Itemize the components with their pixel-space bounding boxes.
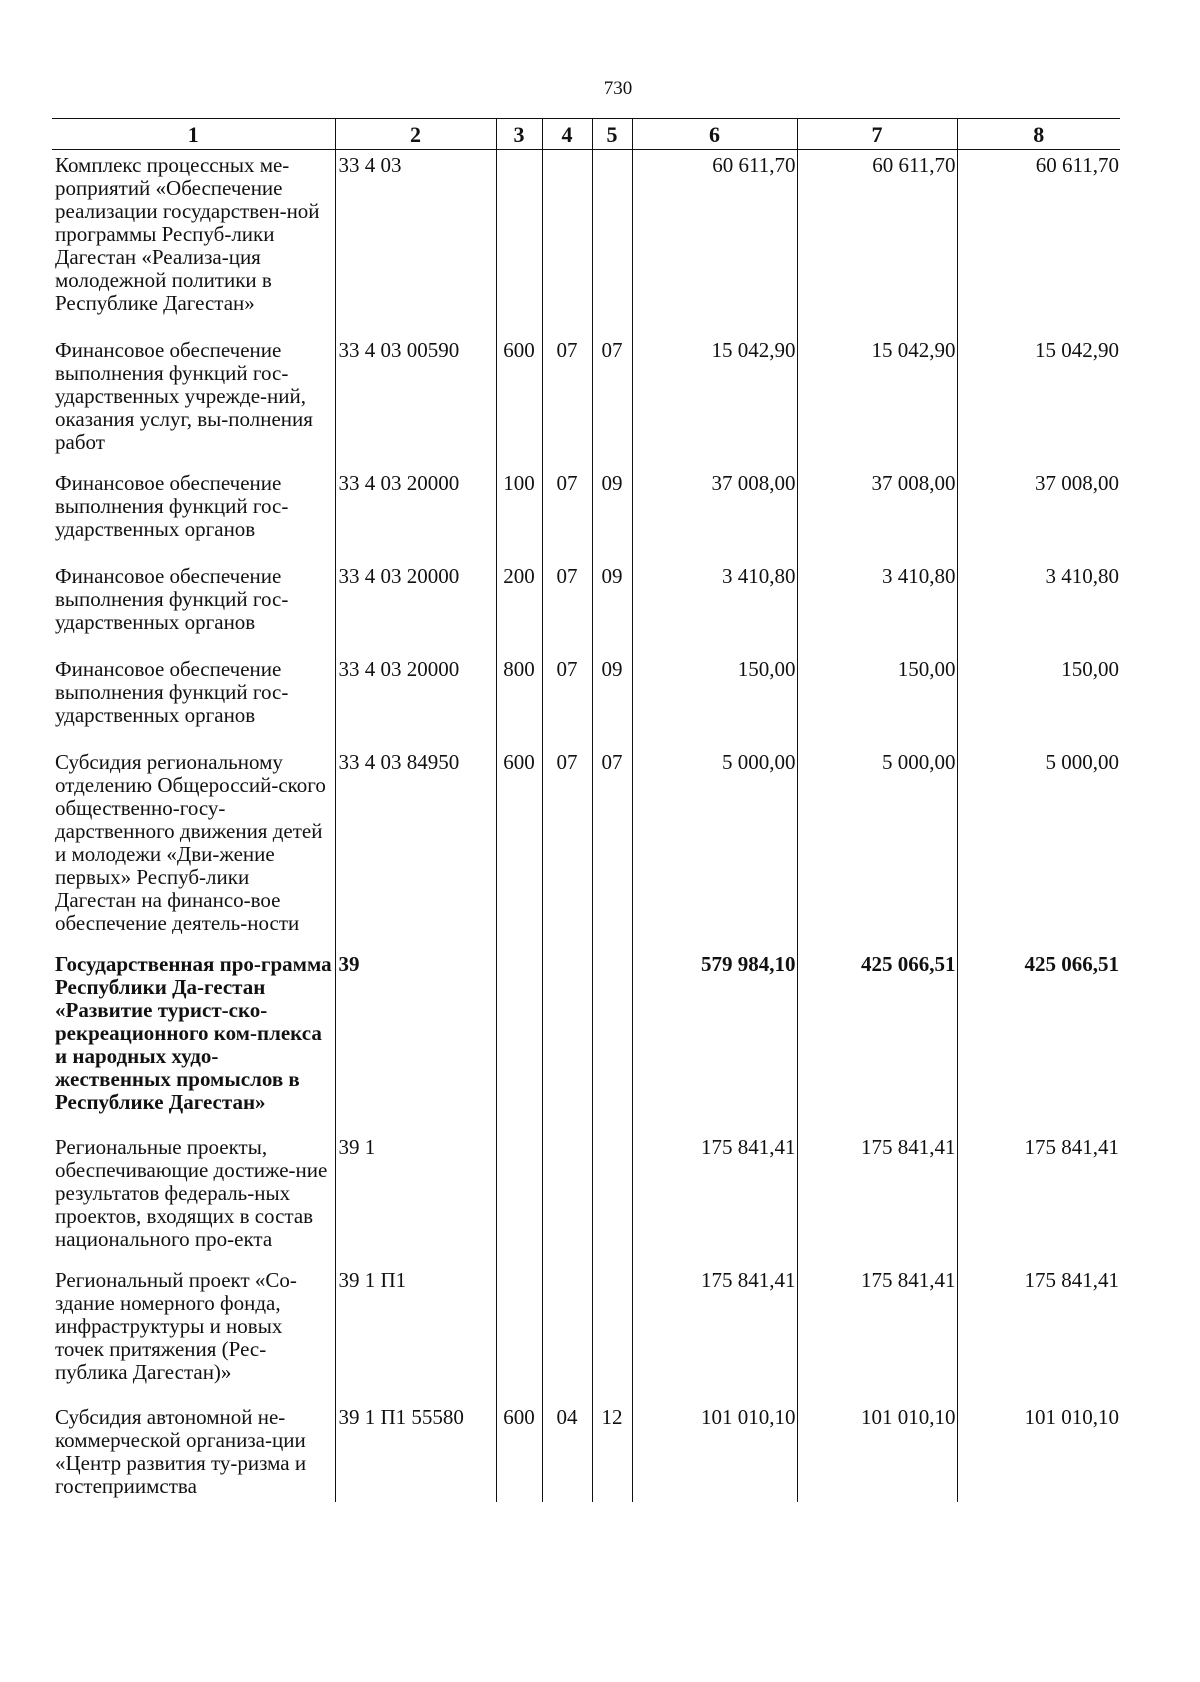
table-row xyxy=(52,658,1120,751)
row-name-cell: Региональные проекты, обеспечивающие достиже-ние результатов федераль-ных проектов, входящих в состав национального про-екта xyxy=(55,1135,328,1251)
row-value7-cell: 175 841,41 xyxy=(797,1269,957,1406)
row-name-cell: Финансовое обеспечение выполнения функций гос-ударственных органов xyxy=(55,657,289,727)
header-col-4: 4 xyxy=(542,119,592,150)
row-col4-cell: 07 xyxy=(542,472,592,565)
table-header-row xyxy=(52,119,1120,150)
row-value8-cell: 15 042,90 xyxy=(957,339,1120,472)
row-col4-cell: 07 xyxy=(542,658,592,751)
table-row xyxy=(52,472,1120,565)
row-code-cell: 39 1 xyxy=(335,1136,496,1269)
header-col-6: 6 xyxy=(632,119,797,150)
row-value8-cell: 3 410,80 xyxy=(957,565,1120,658)
row-value6-cell: 3 410,80 xyxy=(632,565,797,658)
row-code-cell: 33 4 03 20000 xyxy=(335,472,496,565)
row-col3-cell xyxy=(496,953,542,1136)
row-col5-cell: 09 xyxy=(592,658,632,751)
row-value8-cell: 101 010,10 xyxy=(957,1406,1120,1502)
row-value8-cell: 5 000,00 xyxy=(957,751,1120,953)
row-value8-cell: 175 841,41 xyxy=(957,1269,1120,1406)
row-col4-cell: 07 xyxy=(542,339,592,472)
row-col3-cell: 600 xyxy=(496,751,542,953)
row-value6-cell: 175 841,41 xyxy=(632,1136,797,1269)
row-value8-cell: 425 066,51 xyxy=(957,953,1120,1136)
header-col-5: 5 xyxy=(592,119,632,150)
table-row xyxy=(52,1406,1120,1502)
row-col5-cell: 12 xyxy=(592,1406,632,1502)
row-value8-cell: 60 611,70 xyxy=(957,150,1120,340)
row-col4-cell xyxy=(542,1136,592,1269)
budget-table-container xyxy=(52,118,1120,1502)
row-col3-cell xyxy=(496,150,542,340)
row-name-cell: Комплекс процессных ме-роприятий «Обеспечение реализации государствен-ной программы Респуб-лики Дагестан «Реализа-ция молодежной политики в Республике Дагестан» xyxy=(55,153,320,315)
table-row xyxy=(52,565,1120,658)
row-value8-cell: 175 841,41 xyxy=(957,1136,1120,1269)
row-col5-cell: 07 xyxy=(592,751,632,953)
row-name-cell: Субсидия региональному отделению Общероссий-ского общественно-госу-дарственного движения детей и молодежи «Дви-жение первых» Респуб-лики Дагестан на финансо-вое обеспечение деятель-ности xyxy=(55,750,326,935)
row-col5-cell xyxy=(592,953,632,1136)
row-value7-cell: 150,00 xyxy=(797,658,957,751)
row-col3-cell: 600 xyxy=(496,1406,542,1502)
table-row xyxy=(52,1136,1120,1269)
row-value7-cell: 425 066,51 xyxy=(797,953,957,1136)
table-row xyxy=(52,1269,1120,1406)
row-value7-cell: 101 010,10 xyxy=(797,1406,957,1502)
row-value6-cell: 101 010,10 xyxy=(632,1406,797,1502)
row-col4-cell: 07 xyxy=(542,751,592,953)
table-row xyxy=(52,751,1120,953)
row-col4-cell xyxy=(542,953,592,1136)
row-value6-cell: 5 000,00 xyxy=(632,751,797,953)
row-name-cell: Финансовое обеспечение выполнения функций гос-ударственных учрежде-ний, оказания услуг, вы-полнения работ xyxy=(55,338,313,454)
row-col5-cell xyxy=(592,150,632,340)
row-name-cell: Финансовое обеспечение выполнения функций гос-ударственных органов xyxy=(55,564,289,634)
row-col3-cell: 800 xyxy=(496,658,542,751)
row-name-cell: Региональный проект «Со-здание номерного фонда, инфраструктуры и новых точек притяжения (Рес-публика Дагестан)» xyxy=(55,1268,297,1384)
row-col4-cell: 07 xyxy=(542,565,592,658)
row-name-cell: Субсидия автономной не-коммерческой организа-ции «Центр развития ту-ризма и гостеприимства xyxy=(55,1405,307,1498)
row-code-cell: 33 4 03 20000 xyxy=(335,658,496,751)
row-value7-cell: 5 000,00 xyxy=(797,751,957,953)
row-col3-cell xyxy=(496,1136,542,1269)
row-col5-cell xyxy=(592,1269,632,1406)
header-col-1: 1 xyxy=(52,119,335,150)
header-col-7: 7 xyxy=(797,119,957,150)
row-value6-cell: 175 841,41 xyxy=(632,1269,797,1406)
row-col4-cell xyxy=(542,150,592,340)
row-col3-cell: 100 xyxy=(496,472,542,565)
row-col5-cell: 09 xyxy=(592,565,632,658)
row-value7-cell: 3 410,80 xyxy=(797,565,957,658)
row-value6-cell: 60 611,70 xyxy=(632,150,797,340)
row-value8-cell: 37 008,00 xyxy=(957,472,1120,565)
row-code-cell: 33 4 03 00590 xyxy=(335,339,496,472)
row-code-cell: 39 1 П1 xyxy=(335,1269,496,1406)
row-value8-cell: 150,00 xyxy=(957,658,1120,751)
header-col-2: 2 xyxy=(335,119,496,150)
row-code-cell: 39 1 П1 55580 xyxy=(335,1406,496,1502)
row-code-cell: 33 4 03 xyxy=(335,150,496,340)
row-value7-cell: 15 042,90 xyxy=(797,339,957,472)
row-name-cell: Финансовое обеспечение выполнения функций гос-ударственных органов xyxy=(55,471,289,541)
row-value7-cell: 175 841,41 xyxy=(797,1136,957,1269)
row-col5-cell: 07 xyxy=(592,339,632,472)
row-code-cell: 33 4 03 20000 xyxy=(335,565,496,658)
row-value6-cell: 37 008,00 xyxy=(632,472,797,565)
row-code-cell: 33 4 03 84950 xyxy=(335,751,496,953)
row-col4-cell: 04 xyxy=(542,1406,592,1502)
row-col5-cell xyxy=(592,1136,632,1269)
row-col3-cell: 600 xyxy=(496,339,542,472)
row-value7-cell: 37 008,00 xyxy=(797,472,957,565)
header-col-3: 3 xyxy=(496,119,542,150)
row-col3-cell: 200 xyxy=(496,565,542,658)
page-number: 730 xyxy=(603,78,633,99)
row-col4-cell xyxy=(542,1269,592,1406)
table-body xyxy=(52,150,1120,1503)
row-col5-cell: 09 xyxy=(592,472,632,565)
row-value6-cell: 15 042,90 xyxy=(632,339,797,472)
table-row xyxy=(52,339,1120,472)
row-value6-cell: 150,00 xyxy=(632,658,797,751)
budget-table xyxy=(52,118,1120,1502)
table-row xyxy=(52,150,1120,340)
row-name-cell: Государственная про-грамма Республики Да-гестан «Развитие турист-ско-рекреационного ком-плекса и народных худо-жественных промыслов в Республике Дагестан» xyxy=(55,952,332,1114)
row-code-cell: 39 xyxy=(335,953,496,1136)
header-col-8: 8 xyxy=(957,119,1120,150)
row-value7-cell: 60 611,70 xyxy=(797,150,957,340)
row-col3-cell xyxy=(496,1269,542,1406)
table-row xyxy=(52,953,1120,1136)
row-value6-cell: 579 984,10 xyxy=(632,953,797,1136)
